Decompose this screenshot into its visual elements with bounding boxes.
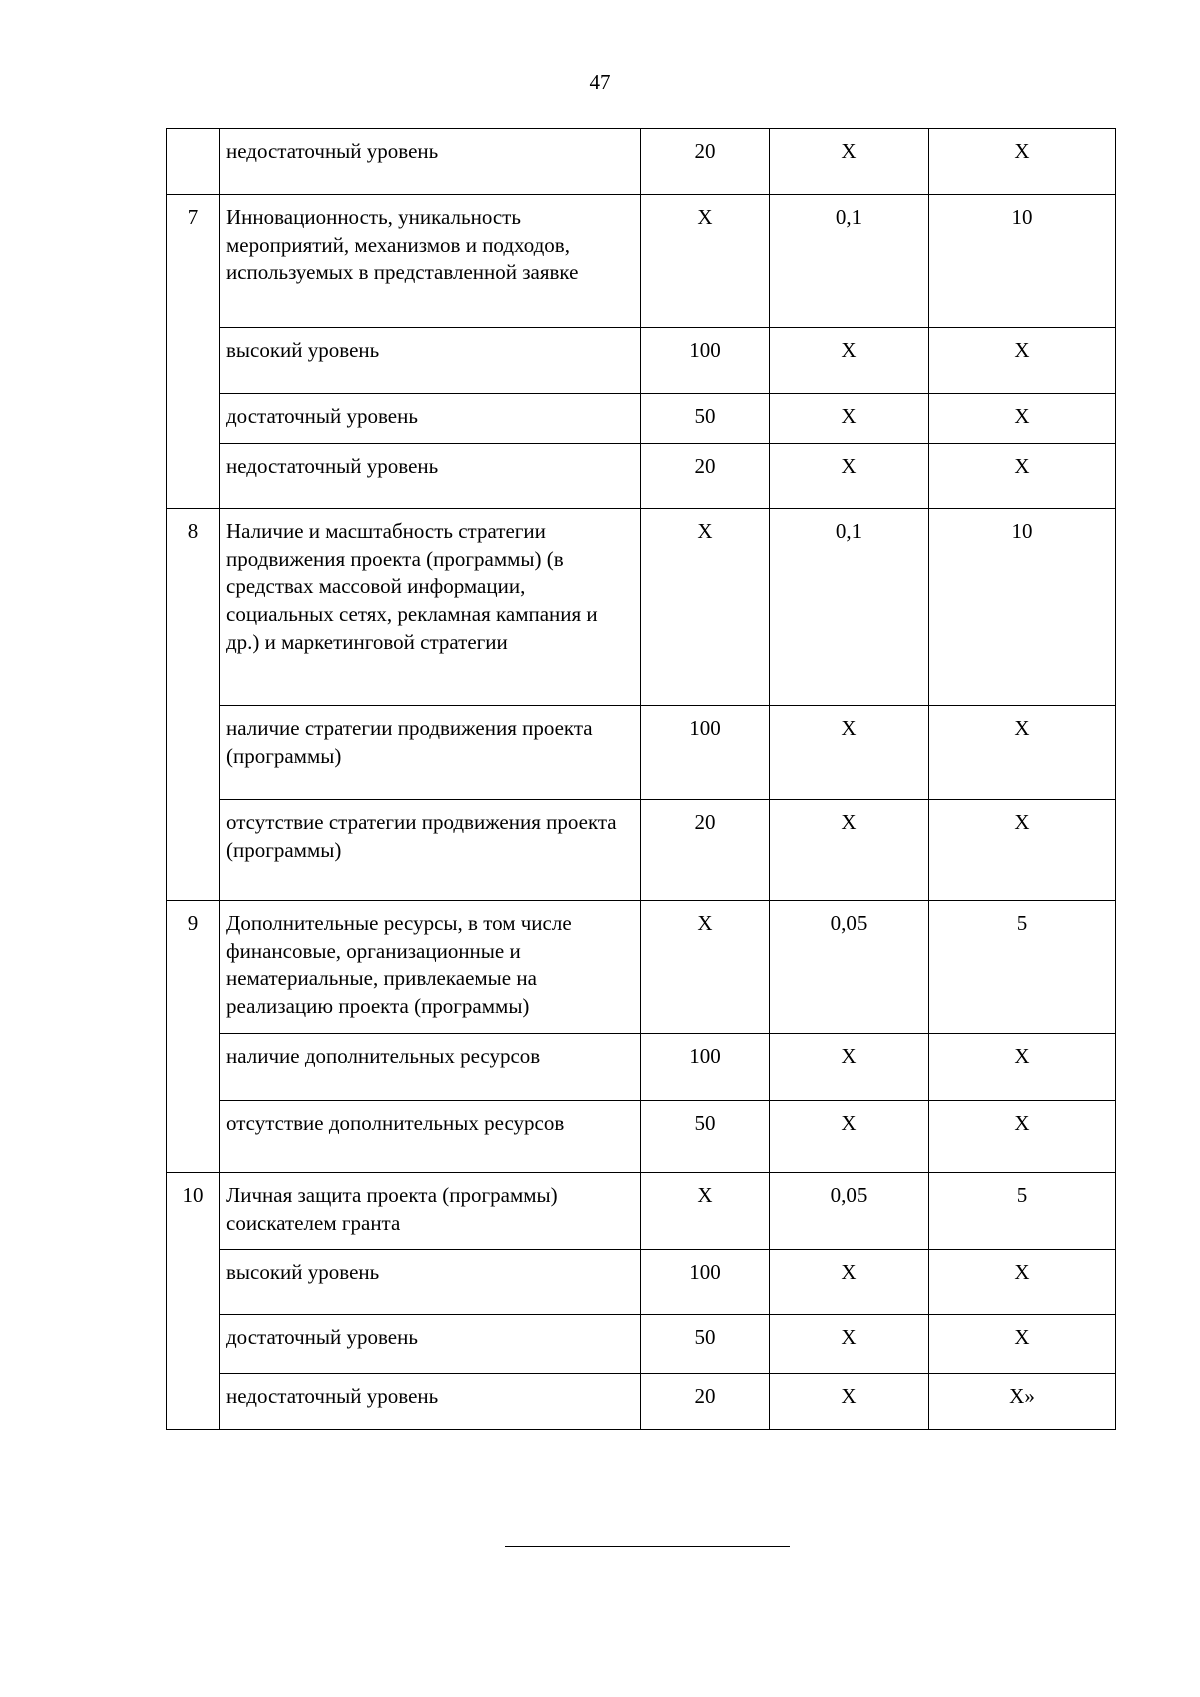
table-row [167,706,1116,800]
criterion-name: Инновационность, уникальность мероприятий, механизмов и подходов, используемых в представленной заявке [220,195,641,328]
max-score-cell: 10 [929,509,1116,706]
score-cell: 100 [641,706,770,800]
criterion-name: Личная защита проекта (программы) соискателем гранта [220,1173,641,1250]
table-row [167,328,1116,394]
weight-cell: X [770,1250,929,1315]
criterion-name: недостаточный уровень [220,444,641,509]
table-row [167,394,1116,444]
max-score-cell: X [929,328,1116,394]
row-number: 9 [167,901,220,1173]
weight-cell: 0,05 [770,901,929,1034]
table-row [167,129,1116,195]
score-cell: 20 [641,1374,770,1430]
score-cell: 100 [641,1034,770,1101]
criterion-name: отсутствие стратегии продвижения проекта (программы) [220,800,641,901]
score-cell: X [641,1173,770,1250]
criterion-name: высокий уровень [220,328,641,394]
row-number: 10 [167,1173,220,1430]
table-row [167,800,1116,901]
criterion-name: недостаточный уровень [220,1374,641,1430]
score-cell: 50 [641,1315,770,1374]
weight-cell: X [770,129,929,195]
score-cell: 20 [641,444,770,509]
max-score-cell: X» [929,1374,1116,1430]
score-cell: 50 [641,1101,770,1173]
score-cell: 100 [641,328,770,394]
score-cell: 100 [641,1250,770,1315]
weight-cell: 0,1 [770,509,929,706]
weight-cell: 0,1 [770,195,929,328]
score-cell: X [641,901,770,1034]
weight-cell: X [770,444,929,509]
max-score-cell: X [929,800,1116,901]
weight-cell: X [770,1374,929,1430]
criterion-name: высокий уровень [220,1250,641,1315]
criterion-name: достаточный уровень [220,394,641,444]
weight-cell: X [770,394,929,444]
footer-divider [505,1546,790,1547]
row-number: 7 [167,195,220,509]
criteria-table [166,128,1116,1430]
max-score-cell: X [929,706,1116,800]
weight-cell: X [770,1101,929,1173]
weight-cell: 0,05 [770,1173,929,1250]
max-score-cell: 10 [929,195,1116,328]
score-cell: X [641,509,770,706]
row-number: 8 [167,509,220,901]
table-row [167,195,1116,328]
table-row [167,1250,1116,1315]
criterion-name: наличие дополнительных ресурсов [220,1034,641,1101]
score-cell: 20 [641,800,770,901]
score-cell: 50 [641,394,770,444]
max-score-cell: X [929,444,1116,509]
max-score-cell: X [929,1034,1116,1101]
table-row [167,1101,1116,1173]
max-score-cell: X [929,1101,1116,1173]
criterion-name: Дополнительные ресурсы, в том числе финансовые, организационные и нематериальные, привлекаемые на реализацию проекта (программы) [220,901,641,1034]
score-cell: 20 [641,129,770,195]
max-score-cell: 5 [929,901,1116,1034]
table-row [167,444,1116,509]
weight-cell: X [770,1315,929,1374]
table-row [167,1173,1116,1250]
criterion-name: достаточный уровень [220,1315,641,1374]
criterion-name: отсутствие дополнительных ресурсов [220,1101,641,1173]
weight-cell: X [770,800,929,901]
criterion-name: наличие стратегии продвижения проекта (программы) [220,706,641,800]
table-row [167,509,1116,706]
table-row [167,1315,1116,1374]
page-number: 47 [589,70,611,94]
score-cell: X [641,195,770,328]
table-row [167,1034,1116,1101]
criterion-name: Наличие и масштабность стратегии продвижения проекта (программы) (в средствах массовой информации, социальных сетях, рекламная кампания и др.) и маркетинговой стратегии [220,509,641,706]
weight-cell: X [770,328,929,394]
max-score-cell: X [929,129,1116,195]
weight-cell: X [770,1034,929,1101]
max-score-cell: X [929,1315,1116,1374]
max-score-cell: X [929,394,1116,444]
criterion-name: недостаточный уровень [220,129,641,195]
table-row [167,901,1116,1034]
weight-cell: X [770,706,929,800]
row-number [167,129,220,195]
max-score-cell: 5 [929,1173,1116,1250]
max-score-cell: X [929,1250,1116,1315]
table-row [167,1374,1116,1430]
